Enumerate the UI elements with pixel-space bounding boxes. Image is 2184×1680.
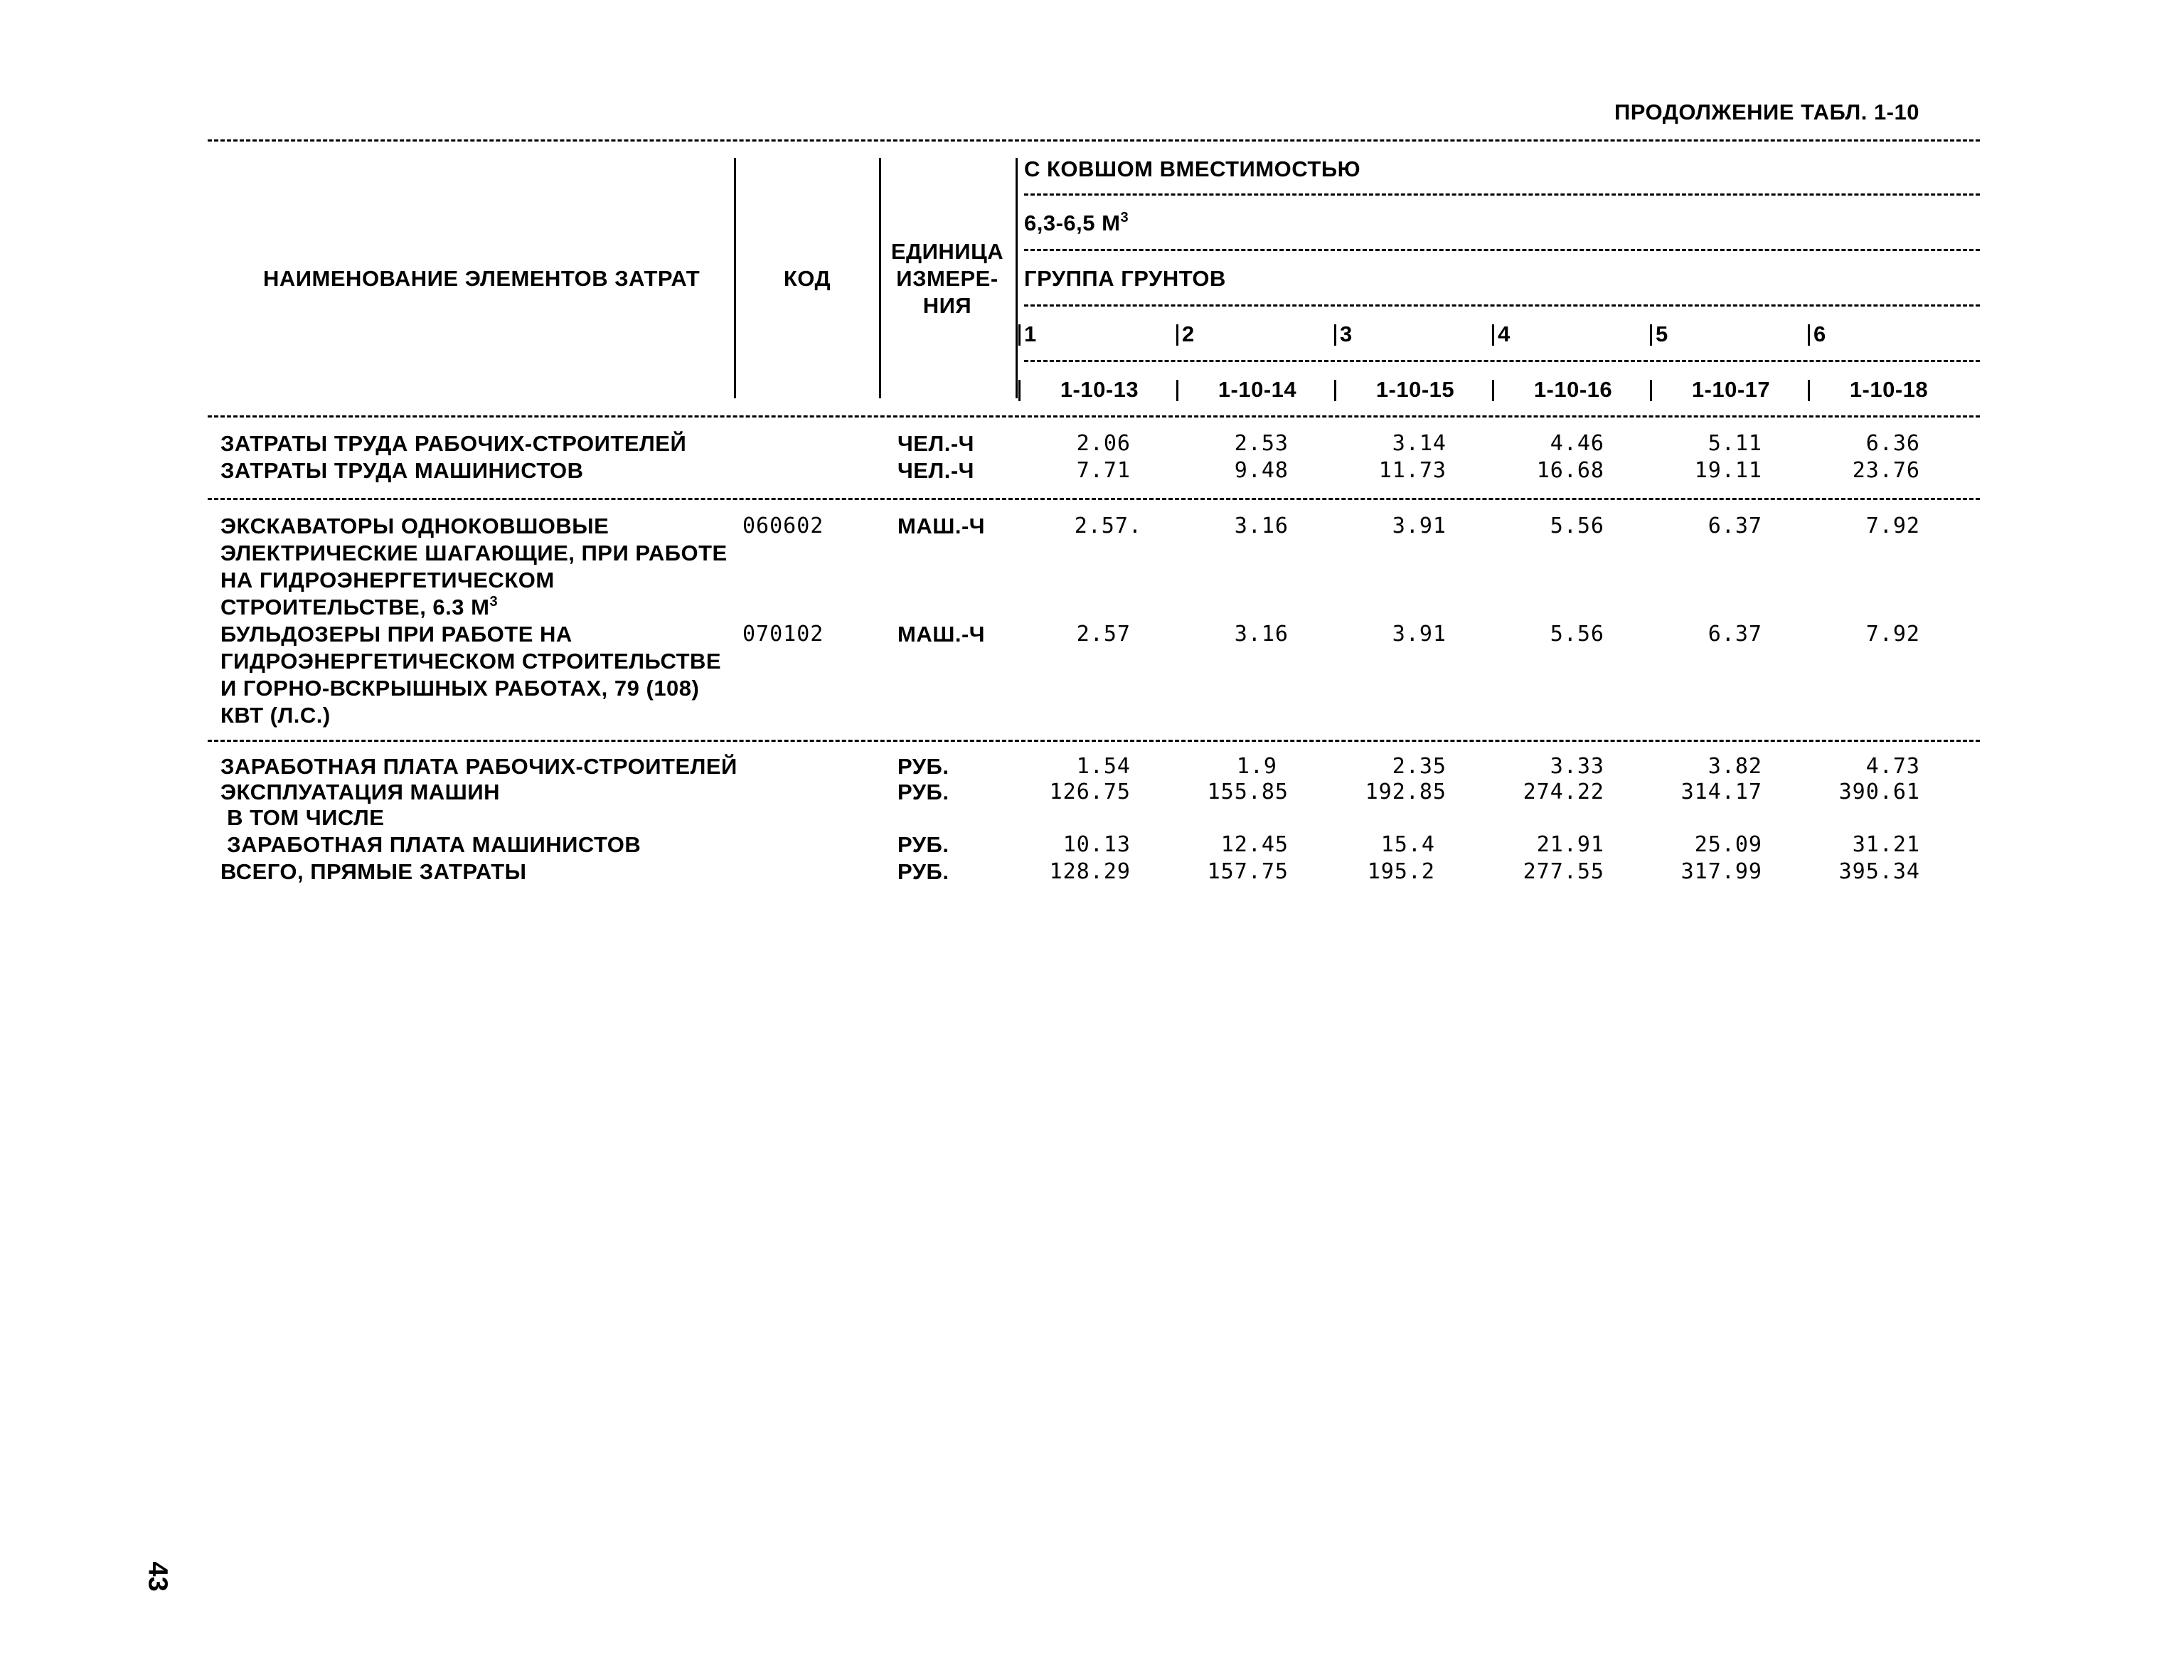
- row-value: 3.82: [1708, 754, 1762, 779]
- row-name: ЭКСПЛУАТАЦИЯ МАШИН: [220, 780, 501, 804]
- page-number: 43: [142, 1561, 173, 1592]
- group-bar: [1176, 324, 1178, 346]
- row-value: 6.37: [1708, 514, 1762, 538]
- row-value: 277.55: [1523, 859, 1604, 884]
- row-value: 21.91: [1536, 832, 1604, 857]
- row-value: 25.09: [1694, 832, 1762, 857]
- row-value: 7.92: [1865, 622, 1920, 647]
- code-bar: [1808, 380, 1810, 401]
- row-value: 7.92: [1865, 514, 1920, 538]
- header-divider-unit: [1016, 158, 1018, 398]
- header-soil-group: ГРУППА ГРУНТОВ: [1024, 266, 1226, 291]
- group-number: 4: [1498, 321, 1511, 346]
- table-top-rule: [208, 139, 1980, 142]
- group-bar: [1492, 324, 1494, 346]
- row-name-line: СТРОИТЕЛЬСТВЕ, 6.3 $М^3$: [220, 594, 499, 620]
- row-value: 6.37: [1708, 622, 1762, 647]
- row-value: 2.06: [1076, 431, 1131, 456]
- section-rule-2: [208, 740, 1980, 742]
- header-bottom-rule: [208, 415, 1980, 418]
- group-bar: [1334, 324, 1336, 346]
- header-bucket: С КОВШОМ ВМЕСТИМОСТЬЮ: [1024, 156, 1361, 181]
- row-name-line: ЭКСКАВАТОРЫ ОДНОКОВШОВЫЕ: [220, 514, 609, 538]
- column-header-unit-1: ЕДИНИЦА: [890, 239, 1004, 264]
- code-bar: [1334, 380, 1336, 401]
- header-rule-4: [1024, 360, 1980, 362]
- row-value: 317.99: [1680, 859, 1762, 884]
- group-bar: [1018, 324, 1021, 346]
- column-code: 1-10-17: [1691, 377, 1771, 402]
- row-value: 157.75: [1207, 859, 1289, 884]
- row-unit: РУБ.: [897, 832, 949, 857]
- row-name: ЗАРАБОТНАЯ ПЛАТА МАШИНИСТОВ: [220, 832, 641, 857]
- row-name-line: НА ГИДРОЭНЕРГЕТИЧЕСКОМ: [220, 568, 555, 592]
- row-name: ЗАТРАТЫ ТРУДА МАШИНИСТОВ: [220, 458, 584, 483]
- row-value: 23.76: [1852, 458, 1920, 483]
- row-value: 9.48: [1234, 458, 1289, 483]
- row-value: 5.56: [1550, 514, 1604, 538]
- row-value: 5.11: [1708, 431, 1762, 456]
- row-unit: МАШ.-Ч: [897, 514, 986, 538]
- group-number: 5: [1656, 321, 1668, 346]
- column-code: 1-10-15: [1375, 377, 1455, 402]
- column-code: 1-10-16: [1533, 377, 1613, 402]
- header-capacity: 6,3-6,5 $М^3$: [1024, 210, 1129, 235]
- row-value: 195.2: [1367, 859, 1435, 884]
- row-value: 3.16: [1234, 514, 1289, 538]
- row-value: 4.73: [1865, 754, 1920, 779]
- row-name: ВСЕГО, ПРЯМЫЕ ЗАТРАТЫ: [220, 859, 527, 884]
- row-value: 3.33: [1550, 754, 1604, 779]
- group-number: 1: [1024, 321, 1037, 346]
- row-name-line: КВТ (Л.С.): [220, 703, 331, 728]
- row-value: 12.45: [1220, 832, 1289, 857]
- row-name: ЗАТРАТЫ ТРУДА РАБОЧИХ-СТРОИТЕЛЕЙ: [220, 431, 687, 456]
- row-value: 395.34: [1838, 859, 1920, 884]
- row-value: 7.71: [1076, 458, 1131, 483]
- column-header-unit-3: НИЯ: [922, 293, 972, 318]
- row-value: 314.17: [1680, 780, 1762, 804]
- row-code: 060602: [742, 514, 824, 538]
- row-value: 2.57.: [1074, 514, 1142, 538]
- continuation-title: ПРОДОЛЖЕНИЕ ТАБЛ. 1-10: [1614, 100, 1919, 124]
- row-value: 2.57: [1076, 622, 1131, 647]
- row-value: 31.21: [1852, 832, 1920, 857]
- row-name-line: И ГОРНО-ВСКРЫШНЫХ РАБОТАХ, 79 (108): [220, 676, 700, 701]
- column-header-unit-2: ИЗМЕРЕ-: [896, 266, 998, 291]
- header-rule-1: [1024, 193, 1980, 196]
- row-unit: ЧЕЛ.-Ч: [897, 458, 974, 483]
- group-bar: [1808, 324, 1810, 346]
- row-value: 1.54: [1076, 754, 1131, 779]
- group-number: 6: [1813, 321, 1826, 346]
- column-code: 1-10-14: [1218, 377, 1297, 402]
- row-value: 5.56: [1550, 622, 1604, 647]
- header-rule-3: [1024, 304, 1980, 307]
- code-bar: [1492, 380, 1494, 401]
- row-name: ЗАРАБОТНАЯ ПЛАТА РАБОЧИХ-СТРОИТЕЛЕЙ: [220, 754, 737, 779]
- code-bar: [1018, 380, 1021, 401]
- group-number: 3: [1340, 321, 1353, 346]
- header-rule-2: [1024, 249, 1980, 251]
- row-value: 2.35: [1392, 754, 1447, 779]
- row-value: 128.29: [1049, 859, 1131, 884]
- row-value: 2.53: [1234, 431, 1289, 456]
- row-value: 3.91: [1392, 622, 1447, 647]
- row-value: 1.9: [1236, 754, 1277, 779]
- group-bar: [1650, 324, 1652, 346]
- row-unit: РУБ.: [897, 859, 949, 884]
- row-value: 16.68: [1536, 458, 1604, 483]
- row-value: 10.13: [1062, 832, 1131, 857]
- row-name: В ТОМ ЧИСЛЕ: [220, 805, 385, 830]
- row-unit: МАШ.-Ч: [897, 622, 986, 647]
- code-bar: [1650, 380, 1652, 401]
- row-code: 070102: [742, 622, 824, 647]
- row-name-line: ГИДРОЭНЕРГЕТИЧЕСКОМ СТРОИТЕЛЬСТВЕ: [220, 649, 722, 674]
- group-number: 2: [1182, 321, 1195, 346]
- row-value: 11.73: [1378, 458, 1447, 483]
- row-value: 15.4: [1380, 832, 1435, 857]
- row-value: 6.36: [1865, 431, 1920, 456]
- row-value: 390.61: [1838, 780, 1920, 804]
- row-value: 19.11: [1694, 458, 1762, 483]
- row-value: 4.46: [1550, 431, 1604, 456]
- row-value: 3.14: [1392, 431, 1447, 456]
- column-header-code: КОД: [783, 266, 831, 291]
- column-header-name: НАИМЕНОВАНИЕ ЭЛЕМЕНТОВ ЗАТРАТ: [263, 266, 701, 291]
- row-value: 126.75: [1049, 780, 1131, 804]
- section-rule-1: [208, 498, 1980, 500]
- row-unit: ЧЕЛ.-Ч: [897, 431, 974, 456]
- row-unit: РУБ.: [897, 754, 949, 779]
- row-value: 192.85: [1365, 780, 1447, 804]
- row-value: 155.85: [1207, 780, 1289, 804]
- row-name-line: БУЛЬДОЗЕРЫ ПРИ РАБОТЕ НА: [220, 622, 572, 647]
- row-value: 274.22: [1523, 780, 1604, 804]
- row-name-line: ЭЛЕКТРИЧЕСКИЕ ШАГАЮЩИЕ, ПРИ РАБОТЕ: [220, 541, 728, 565]
- code-bar: [1176, 380, 1178, 401]
- row-value: 3.91: [1392, 514, 1447, 538]
- row-unit: РУБ.: [897, 780, 949, 804]
- column-code: 1-10-13: [1060, 377, 1139, 402]
- header-divider-code: [879, 158, 881, 398]
- header-divider-name: [734, 158, 736, 398]
- row-value: 3.16: [1234, 622, 1289, 647]
- column-code: 1-10-18: [1849, 377, 1929, 402]
